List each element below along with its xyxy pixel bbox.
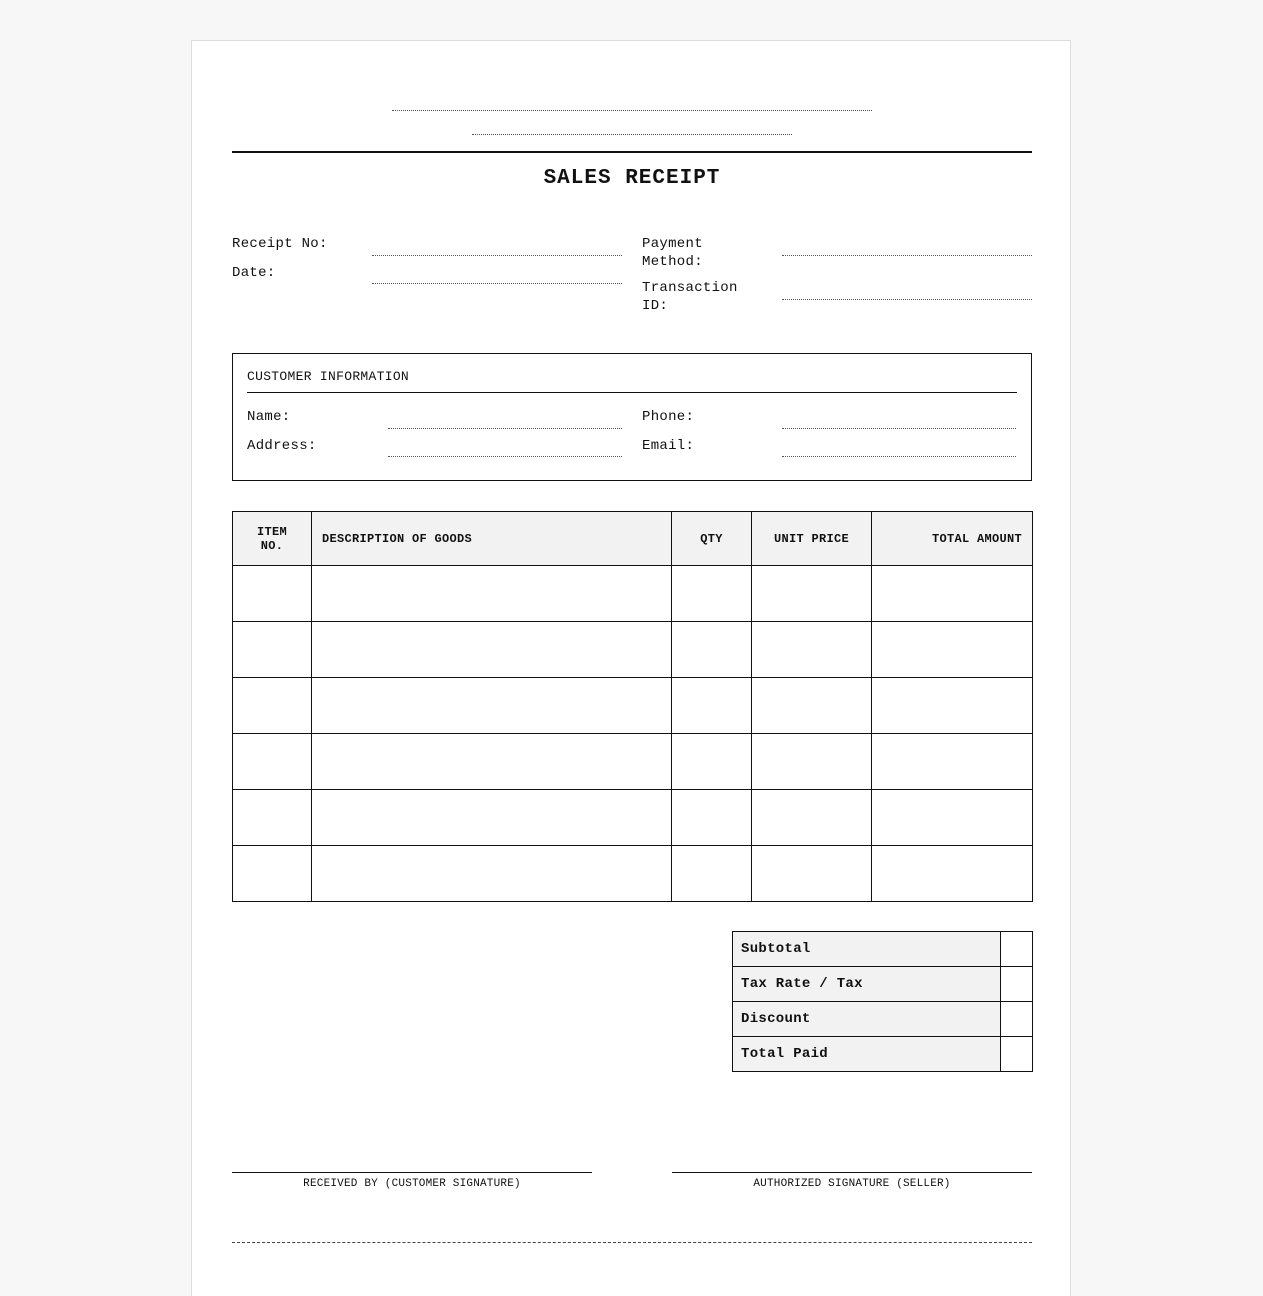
unit-price-cell[interactable]	[752, 678, 872, 734]
transaction-id-label	[642, 279, 738, 315]
payment-method-label-line2: Method:	[642, 254, 703, 270]
total-paid-row	[733, 1037, 1033, 1072]
qty-cell[interactable]	[672, 790, 752, 846]
subtotal-row	[733, 932, 1033, 967]
description-cell[interactable]	[312, 846, 672, 902]
customer-phone-label: Phone:	[642, 409, 695, 425]
qty-cell[interactable]	[672, 734, 752, 790]
customer-email-field[interactable]	[782, 456, 1016, 457]
total-amount-cell[interactable]	[872, 678, 1033, 734]
page-title: SALES RECEIPT	[543, 167, 721, 190]
seller-signature-line[interactable]	[672, 1172, 1032, 1173]
header-description: DESCRIPTION OF GOODS	[312, 512, 672, 566]
customer-phone-field[interactable]	[782, 428, 1016, 429]
seller-signature-label: AUTHORIZED SIGNATURE (SELLER)	[753, 1178, 951, 1190]
description-cell[interactable]	[312, 678, 672, 734]
customer-address-label: Address:	[247, 438, 317, 454]
header-unit-price: UNIT PRICE	[752, 512, 872, 566]
discount-label: Discount	[733, 1002, 1001, 1037]
header-item-no-line1: ITEM	[256, 524, 287, 539]
business-name-line[interactable]	[392, 110, 872, 111]
header-item-no	[233, 512, 312, 566]
receipt-no-field[interactable]	[372, 255, 622, 256]
item-no-cell[interactable]	[233, 790, 312, 846]
unit-price-cell[interactable]	[752, 790, 872, 846]
header-total-amount: TOTAL AMOUNT	[872, 512, 1033, 566]
total-amount-cell[interactable]	[872, 622, 1033, 678]
header-rule	[232, 151, 1032, 153]
receipt-no-label: Receipt No:	[232, 236, 328, 252]
item-no-cell[interactable]	[233, 566, 312, 622]
customer-name-field[interactable]	[388, 428, 622, 429]
description-cell[interactable]	[312, 734, 672, 790]
cut-line	[232, 1242, 1032, 1243]
item-no-cell[interactable]	[233, 846, 312, 902]
items-header-row	[233, 512, 1033, 566]
qty-cell[interactable]	[672, 846, 752, 902]
unit-price-cell[interactable]	[752, 622, 872, 678]
total-amount-cell[interactable]	[872, 566, 1033, 622]
unit-price-cell[interactable]	[752, 846, 872, 902]
tax-label: Tax Rate / Tax	[733, 967, 1001, 1002]
total-paid-value[interactable]	[1001, 1037, 1033, 1072]
total-amount-cell[interactable]	[872, 734, 1033, 790]
unit-price-cell[interactable]	[752, 734, 872, 790]
totals-table	[732, 931, 1033, 1072]
total-paid-label: Total Paid	[733, 1037, 1001, 1072]
items-table	[232, 511, 1033, 902]
discount-value[interactable]	[1001, 1002, 1033, 1037]
unit-price-cell[interactable]	[752, 566, 872, 622]
description-cell[interactable]	[312, 622, 672, 678]
transaction-id-field[interactable]	[782, 299, 1032, 300]
date-label: Date:	[232, 265, 276, 281]
payment-method-field[interactable]	[782, 255, 1032, 256]
tax-value[interactable]	[1001, 967, 1033, 1002]
transaction-id-label-line2: ID:	[642, 298, 669, 314]
payment-method-label-line1: Payment	[642, 236, 703, 252]
table-row	[233, 566, 1033, 622]
qty-cell[interactable]	[672, 678, 752, 734]
customer-information-heading: CUSTOMER INFORMATION	[247, 369, 410, 384]
table-row	[233, 678, 1033, 734]
business-address-line[interactable]	[472, 134, 792, 135]
customer-information-box	[232, 353, 1032, 481]
total-amount-cell[interactable]	[872, 790, 1033, 846]
subtotal-label: Subtotal	[733, 932, 1001, 967]
subtotal-value[interactable]	[1001, 932, 1033, 967]
customer-heading-rule	[247, 392, 1017, 393]
customer-signature-line[interactable]	[232, 1172, 592, 1173]
qty-cell[interactable]	[672, 566, 752, 622]
total-amount-cell[interactable]	[872, 846, 1033, 902]
customer-name-label: Name:	[247, 409, 291, 425]
header-qty: QTY	[672, 512, 752, 566]
description-cell[interactable]	[312, 790, 672, 846]
payment-method-label	[642, 235, 703, 271]
transaction-id-label-line1: Transaction	[642, 280, 738, 296]
receipt-sheet	[191, 40, 1071, 1296]
discount-row	[733, 1002, 1033, 1037]
date-field[interactable]	[372, 283, 622, 284]
item-no-cell[interactable]	[233, 678, 312, 734]
description-cell[interactable]	[312, 566, 672, 622]
customer-signature-label: RECEIVED BY (CUSTOMER SIGNATURE)	[303, 1178, 521, 1190]
header-item-no-line2: NO.	[260, 538, 284, 553]
item-no-cell[interactable]	[233, 734, 312, 790]
customer-email-label: Email:	[642, 438, 695, 454]
item-no-cell[interactable]	[233, 622, 312, 678]
table-row	[233, 846, 1033, 902]
table-row	[233, 622, 1033, 678]
tax-row	[733, 967, 1033, 1002]
customer-address-field[interactable]	[388, 456, 622, 457]
qty-cell[interactable]	[672, 622, 752, 678]
table-row	[233, 790, 1033, 846]
table-row	[233, 734, 1033, 790]
